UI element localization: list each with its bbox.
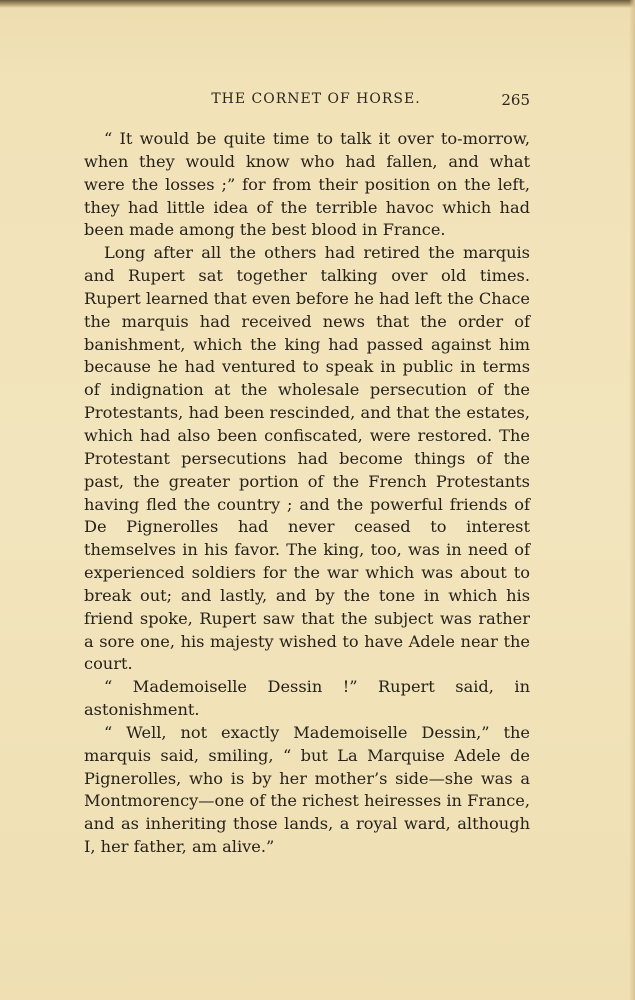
running-header: [84, 91, 530, 113]
running-title: THE CORNET OF HORSE.: [211, 91, 421, 107]
paragraph-3: “ Mademoiselle Dessin !” Rupert said, in astonishment.: [84, 677, 530, 720]
paragraph-4: “ Well, not exactly Mademoiselle Dessin,” the marquis said, smiling, “ but La Marquise Adele de Pignerolles, who is by her mother’s side—she was a Montmorency—one of the richest heiresses in France, and as inheriting those lands, a royal ward, although I, her father, am alive.”: [84, 722, 530, 857]
paragraph-1: “ It would be quite time to talk it over to-morrow, when they would know who had fallen, and what were the losses ;” for from their position on the left, they had little idea of the terrible havoc which had been made among the best blood in France.: [84, 129, 530, 240]
page-number: 265: [501, 91, 530, 109]
page-top-edge: [0, 0, 635, 8]
body-text: [84, 128, 530, 859]
paragraph-2: Long after all the others had retired the marquis and Rupert sat together talking over old times. Rupert learned that even before he had left the Chace the marquis had received news that the order of banishment, which the king had passed against him because he had ventured to speak in public in terms of indignation at the wholesale persecution of the Protestants, had been rescinded, and that the estates, which had also been confiscated, were restored. The Protestant persecutions had become things of the past, the greater portion of the French Protestants having fled the country ; and the powerful friends of De Pignerolles had never ceased to interest themselves in his favor. The king, too, was in need of experienced soldiers for the war which was about to break out; and lastly, and by the tone in which his friend spoke, Rupert saw that the subject was rather a sore one, his majesty wished to have Adele near the court.: [84, 243, 530, 674]
page-right-edge: [629, 0, 635, 1000]
